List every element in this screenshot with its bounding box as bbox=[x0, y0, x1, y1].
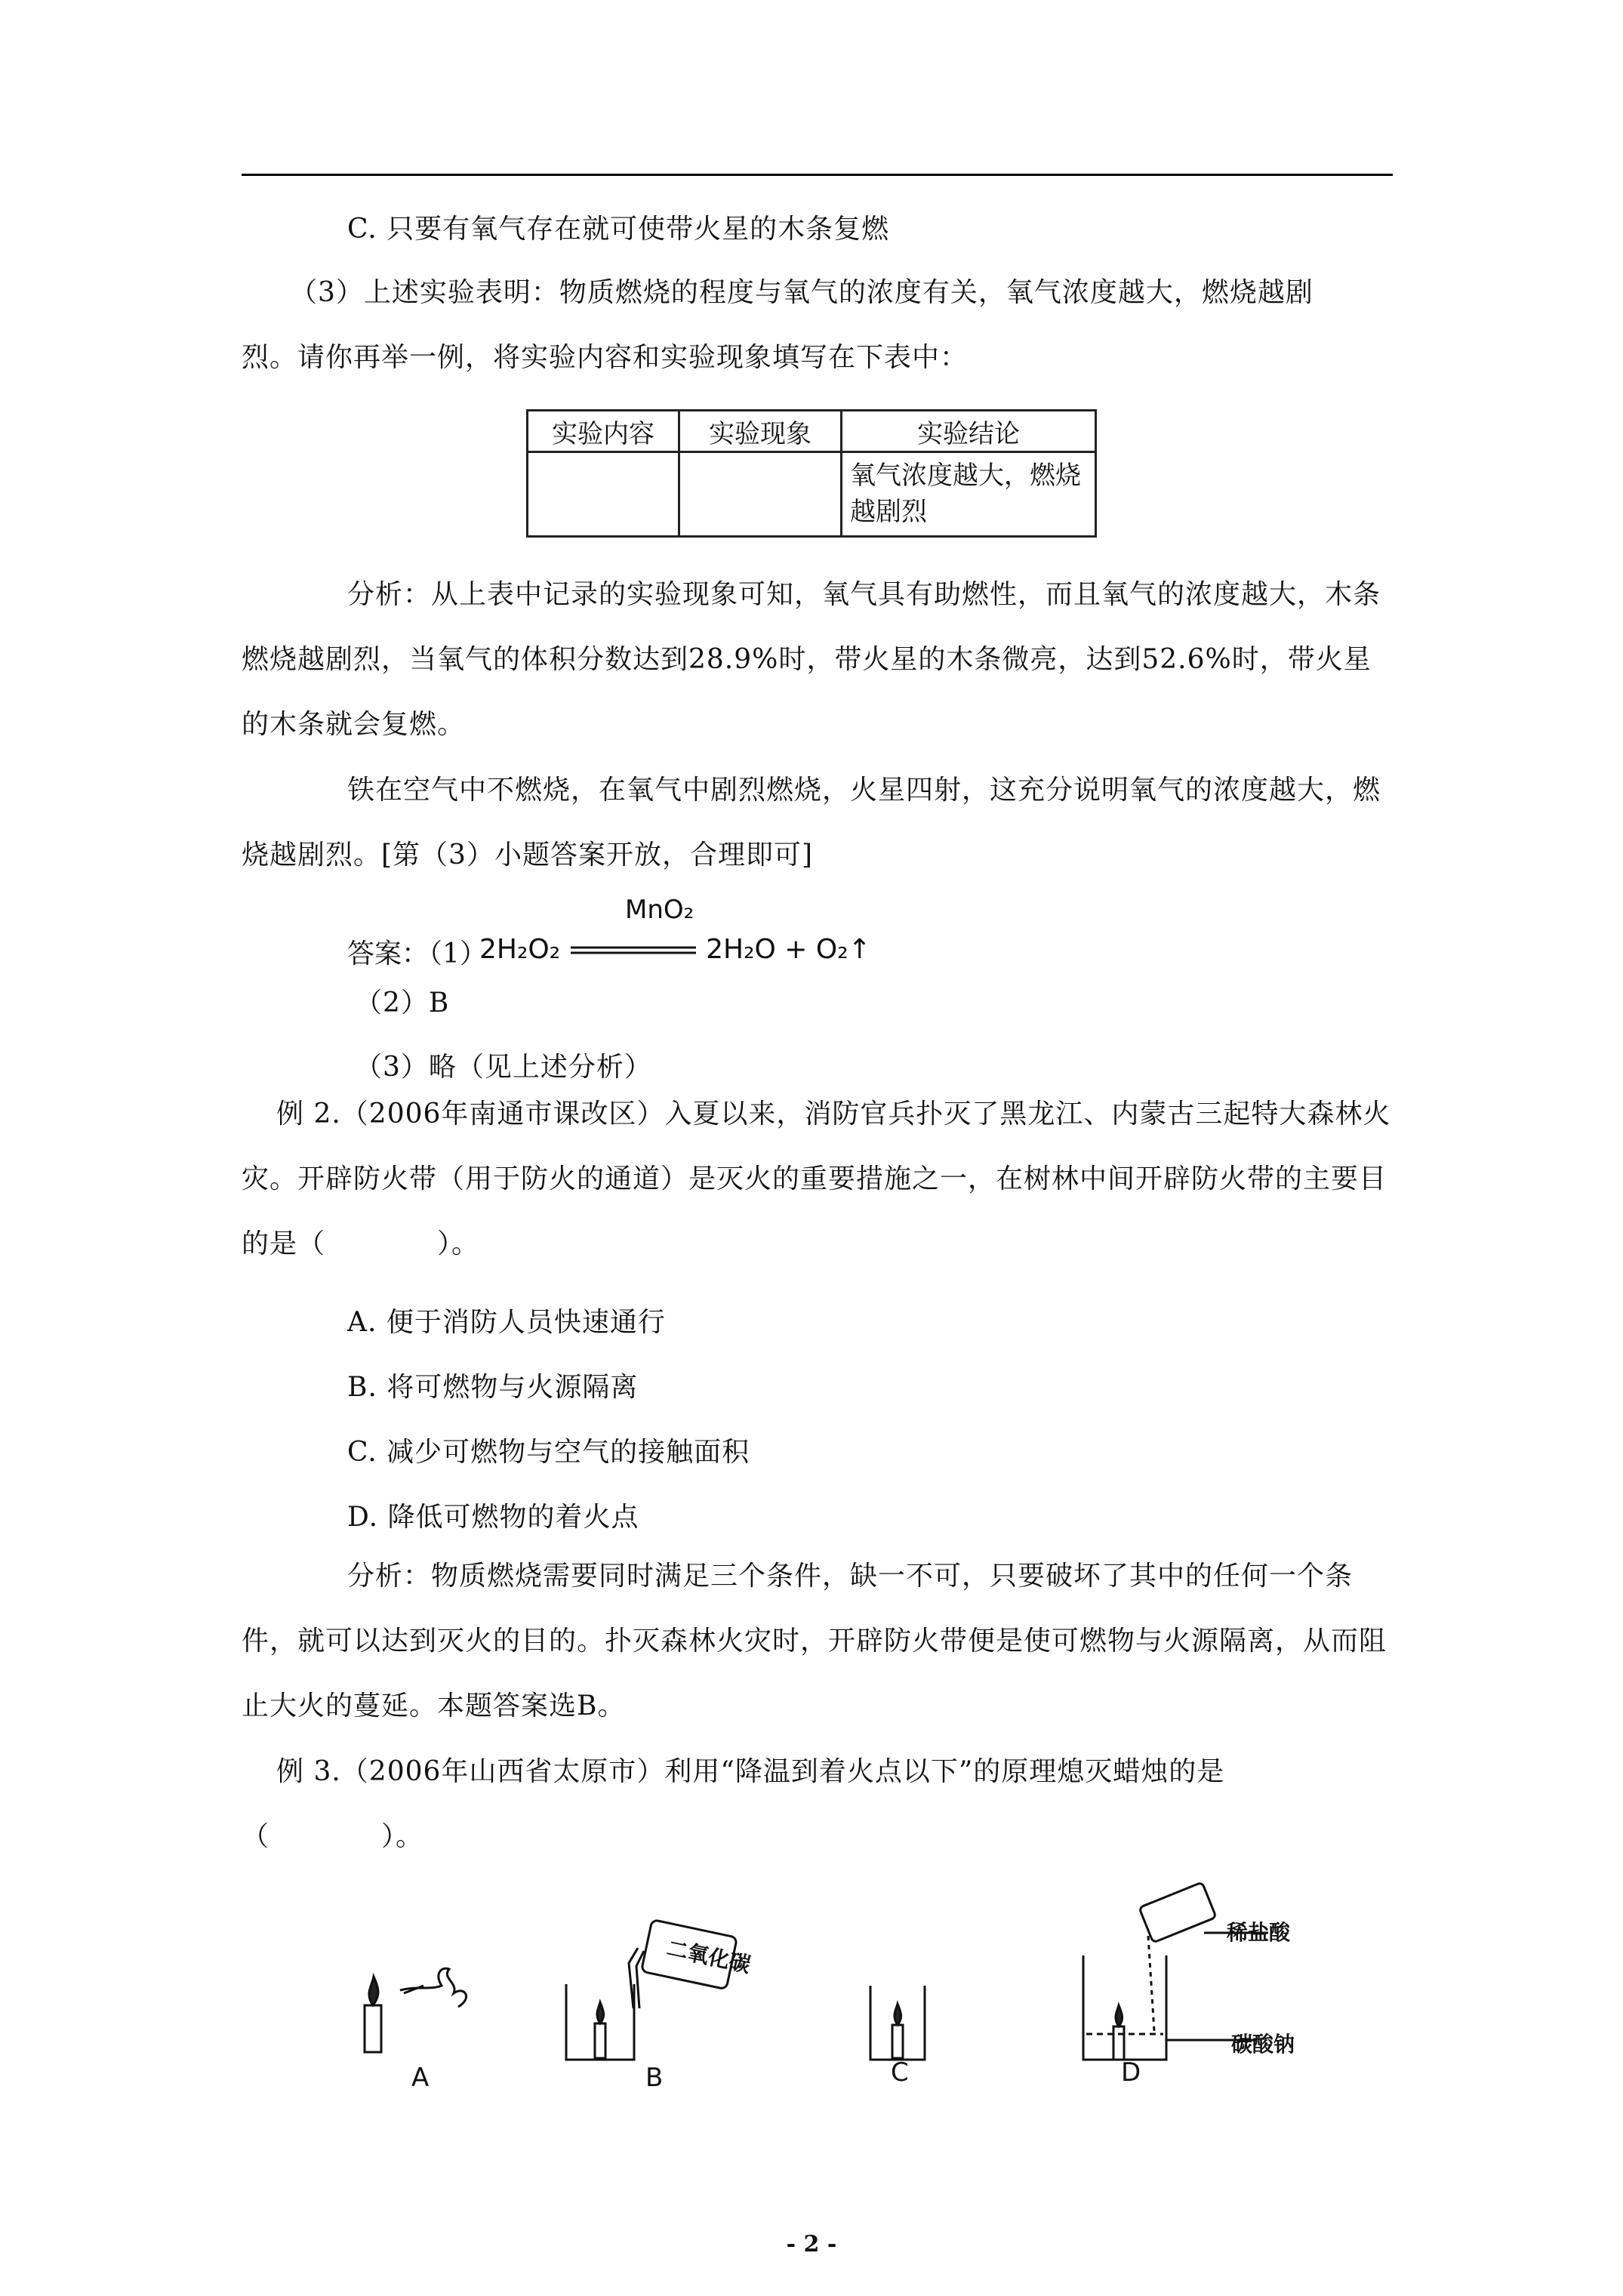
table-header: 实验内容 bbox=[528, 411, 679, 452]
example-3-question: 例 3.（2006年山西省太原市）利用“降温到着火点以下”的原理熄灭蜡烛的是（ ）。 bbox=[242, 1756, 1225, 1852]
table-cell bbox=[528, 452, 679, 537]
answer-label: 答案：（1） bbox=[347, 938, 487, 969]
equation-left: 2H₂O₂ bbox=[479, 934, 561, 965]
example-2-option-d: D. 降低可燃物的着火点 bbox=[347, 1502, 639, 1533]
example-2-option-b: B. 将可燃物与火源隔离 bbox=[347, 1372, 639, 1403]
example-2-option-c: C. 减少可燃物与空气的接触面积 bbox=[347, 1437, 750, 1468]
acid-label: 稀盐酸 bbox=[1227, 1920, 1291, 1945]
analysis-paragraph-3: 分析：物质燃烧需要同时满足三个条件，缺一不可，只要破坏了其中的任何一个条件，就可以达到灭火的目的。扑灭森林火灾时，开辟防火带便是使可燃物与火源隔离，从而阻止大火的蔓延。本题答案选B。 bbox=[242, 1561, 1387, 1721]
carbonate-label: 碳酸钠 bbox=[1231, 2032, 1295, 2057]
option-c-line: C. 只要有氧气存在就可使带火星的木条复燃 bbox=[347, 214, 890, 245]
figure-label-a: A bbox=[411, 2063, 430, 2093]
table-cell bbox=[679, 452, 842, 537]
figure-label-c: C bbox=[891, 2057, 909, 2088]
page-number: - 2 - bbox=[786, 2231, 837, 2257]
table-header: 实验现象 bbox=[679, 411, 842, 452]
table-cell: 氧气浓度越大，燃烧越剧烈 bbox=[842, 452, 1096, 537]
question-3-text: （3）上述实验表明：物质燃烧的程度与氧气的浓度有关，氧气浓度越大，燃烧越剧烈。请你再举一例，将实验内容和实验现象填写在下表中： bbox=[242, 277, 1313, 373]
catalyst: MnO₂ bbox=[625, 895, 694, 925]
answer-2: （2）B bbox=[355, 988, 450, 1019]
equation-formula bbox=[479, 934, 871, 965]
analysis-paragraph-1: 分析：从上表中记录的实验现象可知，氧气具有助燃性，而且氧气的浓度越大，木条燃烧越剧烈，当氧气的体积分数达到28.9%时，带火星的木条微亮，达到52.6%时，带火星的木条就会复燃。 bbox=[242, 579, 1381, 740]
example-2-question: 例 2.（2006年南通市课改区）入夏以来，消防官兵扑灭了黑龙江、内蒙古三起特大森林火灾。开辟防火带（用于防火的通道）是灭火的重要措施之一，在树林中间开辟防火带的主要目的是（ ）。 bbox=[242, 1099, 1391, 1259]
candle-figure bbox=[328, 1872, 1317, 2091]
candle-figure-drawing bbox=[328, 1872, 1317, 2091]
table-header: 实验结论 bbox=[842, 411, 1096, 452]
analysis-paragraph-2: 铁在空气中不燃烧，在氧气中剧烈燃烧，火星四射，这充分说明氧气的浓度越大，燃烧越剧烈。[第（3）小题答案开放，合理即可] bbox=[242, 775, 1381, 871]
header-rule bbox=[242, 174, 1393, 176]
option-a-candle bbox=[365, 1968, 467, 2052]
co2-jar-label: 二氧化碳 bbox=[664, 1935, 753, 1978]
figure-label-d: D bbox=[1121, 2057, 1141, 2088]
equals-arrow bbox=[569, 943, 698, 958]
option-c-beaker bbox=[870, 1986, 925, 2060]
example-2-option-a: A. 便于消防人员快速通行 bbox=[347, 1307, 666, 1338]
equation-right: 2H₂O + O₂↑ bbox=[706, 934, 871, 965]
answer-3: （3）略（见上述分析） bbox=[355, 1052, 652, 1083]
experiment-table bbox=[526, 409, 1097, 538]
figure-label-b: B bbox=[645, 2063, 664, 2093]
